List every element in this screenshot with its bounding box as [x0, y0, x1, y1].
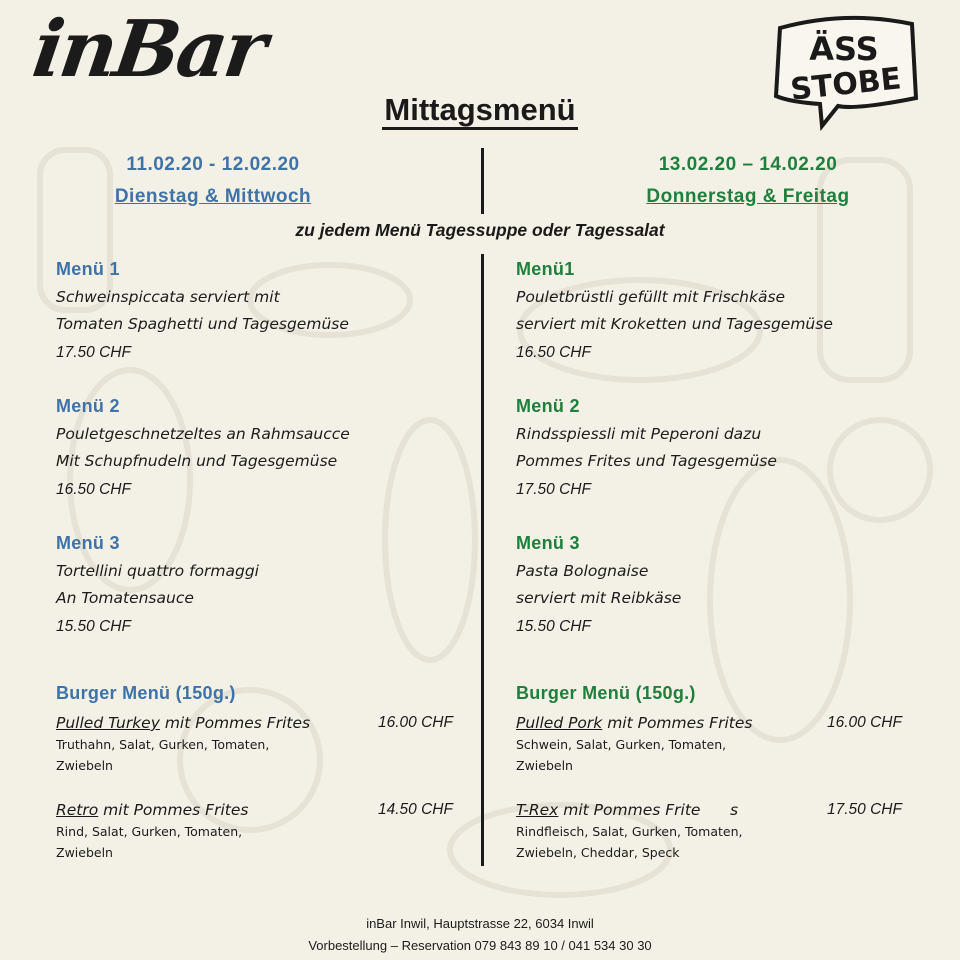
- menu-desc-2: Pommes Frites und Tagesgemüse: [516, 452, 777, 470]
- left-burger-heading: Burger Menü (150g.): [56, 683, 236, 703]
- menu-desc-1: Rindsspiessli mit Peperoni dazu: [516, 425, 762, 443]
- menu-price: 16.50 CHF: [56, 481, 131, 498]
- logo-text-bottom: STOBE: [788, 61, 903, 108]
- menu-desc-2: serviert mit Kroketten und Tagesgemüse: [516, 315, 833, 333]
- burger-price: 17.50 CHF: [827, 801, 902, 818]
- right-burger-heading: Burger Menü (150g.): [516, 683, 696, 703]
- left-burger-2: [56, 801, 456, 863]
- burger-ingredients-2: Zwiebeln: [516, 758, 573, 773]
- burger-ingredients-1: Rindfleisch, Salat, Gurken, Tomaten,: [516, 824, 743, 839]
- right-burger-2: [516, 801, 916, 863]
- right-menu-1: [516, 259, 833, 362]
- burger-price: 16.00 CHF: [378, 714, 453, 731]
- burger-ingredients-2: Zwiebeln, Cheddar, Speck: [516, 845, 680, 860]
- right-menu-2: [516, 396, 777, 499]
- menu-desc-1: Tortellini quattro formaggi: [56, 562, 259, 580]
- left-menu-2: [56, 396, 350, 499]
- burger-name: Retro mit Pommes Frites: [56, 801, 249, 819]
- menu-heading: Menü1: [516, 259, 575, 279]
- right-date-range: 13.02.20 – 14.02.20: [658, 154, 838, 175]
- footer-address: inBar Inwil, Hauptstrasse 22, 6034 Inwil: [366, 916, 594, 931]
- menu-desc-1: Pouletbrüstli gefüllt mit Frischkäse: [516, 288, 786, 306]
- left-menu-3: [56, 533, 259, 636]
- page-title: Mittagsmenü: [0, 92, 960, 128]
- burger-ingredients-1: Schwein, Salat, Gurken, Tomaten,: [516, 737, 727, 752]
- burger-name: Pulled Turkey mit Pommes Frites: [56, 714, 311, 732]
- column-divider: [481, 254, 484, 866]
- menu-heading: Menü 2: [56, 396, 120, 416]
- menu-desc-2: Tomaten Spaghetti und Tagesgemüse: [56, 315, 349, 333]
- menu-heading: Menü 2: [516, 396, 580, 416]
- menu-desc-2: An Tomatensauce: [56, 589, 194, 607]
- burger-ingredients-2: Zwiebeln: [56, 758, 113, 773]
- header-divider: [481, 148, 484, 214]
- inbar-logo: inBar: [27, 4, 270, 95]
- burger-ingredients-1: Rind, Salat, Gurken, Tomaten,: [56, 824, 243, 839]
- menu-price: 17.50 CHF: [516, 481, 591, 498]
- left-burger-1: [56, 714, 456, 776]
- subtitle: zu jedem Menü Tagessuppe oder Tagessalat: [295, 220, 665, 240]
- burger-name: Pulled Pork mit Pommes Frites: [516, 714, 753, 732]
- right-burger-1: [516, 714, 916, 776]
- right-menu-3: [516, 533, 681, 636]
- footer-reservation: Vorbestellung – Reservation 079 843 89 10 / 041 534 30 30: [308, 938, 652, 953]
- burger-name: T-Rex mit Pommes Frite: [516, 801, 701, 819]
- burger-name-tail: s: [730, 801, 739, 819]
- menu-desc-1: Pouletgeschnetzeltes an Rahmsaucce: [56, 425, 350, 443]
- burger-ingredients-1: Truthahn, Salat, Gurken, Tomaten,: [56, 737, 270, 752]
- menu-desc-1: Pasta Bolognaise: [516, 562, 649, 580]
- left-menu-1: [56, 259, 349, 362]
- burger-price: 14.50 CHF: [378, 801, 453, 818]
- burger-price: 16.00 CHF: [827, 714, 902, 731]
- left-days: Dienstag & Mittwoch: [114, 186, 312, 207]
- menu-price: 15.50 CHF: [56, 618, 131, 635]
- menu-desc-2: serviert mit Reibkäse: [516, 589, 682, 607]
- menu-desc-1: Schweinspiccata serviert mit: [56, 288, 280, 306]
- menu-price: 16.50 CHF: [516, 344, 591, 361]
- menu-heading: Menü 3: [516, 533, 580, 553]
- logo-text-top: ÄSS: [809, 30, 879, 68]
- menu-price: 17.50 CHF: [56, 344, 131, 361]
- menu-heading: Menü 3: [56, 533, 120, 553]
- menu-heading: Menü 1: [56, 259, 120, 279]
- left-date-range: 11.02.20 - 12.02.20: [126, 154, 300, 175]
- burger-ingredients-2: Zwiebeln: [56, 845, 113, 860]
- menu-price: 15.50 CHF: [516, 618, 591, 635]
- menu-desc-2: Mit Schupfnudeln und Tagesgemüse: [56, 452, 338, 470]
- right-days: Donnerstag & Freitag: [646, 186, 850, 207]
